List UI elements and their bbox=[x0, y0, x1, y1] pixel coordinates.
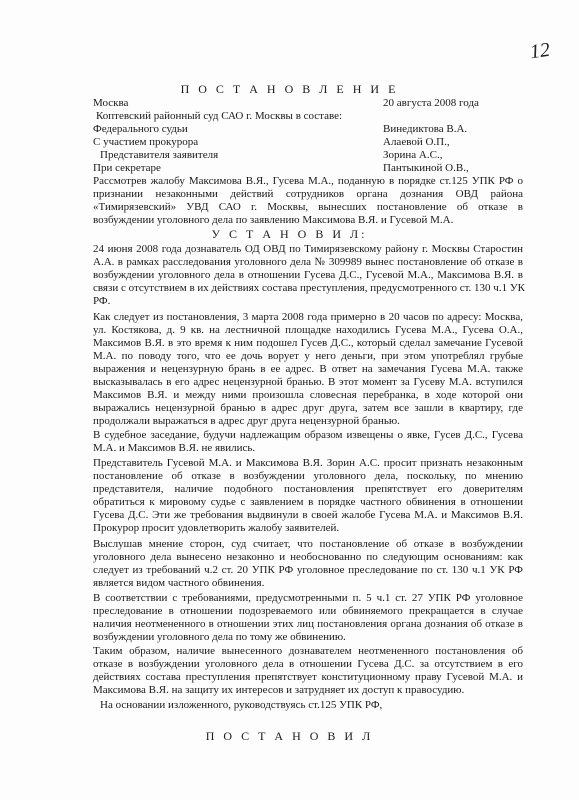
court-name: Коптевский районный суд САО г. Москвы в составе: bbox=[96, 110, 343, 122]
paragraph-line: преследование в отношении подозреваемого или обвиняемого прекращается в случае bbox=[93, 605, 523, 617]
composition-role-secretary: При секретаре bbox=[93, 162, 161, 174]
paragraph-line: 24 июня 2008 года дознаватель ОД ОВД по Тимирязевскому району г. Москвы Старостин bbox=[93, 243, 523, 255]
composition-role-representative: Представителя заявителя bbox=[100, 149, 219, 161]
paragraph-line: В судебное заседание, будучи надлежащим образом извещены о явке, Гусев Д.С., Гусева bbox=[93, 429, 523, 441]
composition-name-secretary: Пантыкиной О.В., bbox=[383, 162, 469, 174]
paragraph-line: следует из требований ч.2 ст. 20 УПК РФ уголовное преследование по ст. 130 ч.1 УК РФ bbox=[93, 564, 523, 576]
paragraph-line: Максимова В.Я. на защиту их интересов и затрудняет их доступ к правосудию. bbox=[93, 684, 465, 696]
paragraph-line: отказе в возбуждении уголовного дела в отношении Гусева Д.С. за отсутствием в его bbox=[93, 658, 523, 670]
paragraph-line: действиях состава преступления препятствует конституционному праву Гусевой М.А. и bbox=[93, 671, 523, 683]
paragraph-line: Прокурор просит удовлетворить жалобу заявителей. bbox=[93, 522, 340, 534]
paragraph-line: возбуждении уголовного дела по тому же обвинению. bbox=[93, 631, 346, 643]
paragraph-line: возбуждении уголовного дела в отношении Гусева Д.С., Гусевой М.А., Максимова В.Я. в bbox=[93, 269, 523, 281]
paragraph-line: постановление об отказе в возбуждении уголовного дела, поскольку, по мнению bbox=[93, 470, 523, 482]
resolved-heading: П О С Т А Н О В И Л bbox=[205, 729, 374, 743]
paragraph-line: РФ. bbox=[93, 295, 111, 307]
page-number: 12 bbox=[528, 38, 552, 64]
paragraph-line: В соответствии с требованиями, предусмотренными п. 5 ч.1 ст. 27 УПК РФ уголовное bbox=[93, 592, 523, 604]
paragraph-line: уголовного дела вынесено незаконно и необоснованно по следующим основаниям: как bbox=[93, 551, 523, 563]
intro-line: Рассмотрев жалобу Максимова В.Я., Гусева М.А., поданную в порядке ст.125 УПК РФ о bbox=[93, 175, 523, 187]
paragraph-line: А.А. в рамках расследования уголовного дела № 309989 вынес постановление об отказе в bbox=[93, 256, 523, 268]
document-title: П О С Т А Н О В Л Е Н И Е bbox=[180, 82, 399, 96]
city: Москва bbox=[93, 97, 129, 109]
paragraph-line: обратиться к мировому судье с заявлением в порядке частного обвинения в отношении bbox=[93, 496, 523, 508]
paragraph-line: На основании изложенного, руководствуясь ст.125 УПК РФ, bbox=[100, 699, 383, 711]
established-heading: У С Т А Н О В И Л: bbox=[211, 227, 368, 241]
paragraph-line: Максимов В.Я. и между ними произошла словесная перебранка, в ходе которой они bbox=[93, 389, 523, 401]
paragraph-line: наличия неотмененного в отношении этих лиц постановления органа дознания об отказе в bbox=[93, 618, 523, 630]
intro-line: признании незаконными действий сотрудников органа дознания ОВД района bbox=[93, 188, 523, 200]
composition-name-judge: Винедиктова В.А. bbox=[383, 123, 468, 135]
composition-role-judge: Федерального судьи bbox=[93, 123, 188, 135]
paragraph-line: продолжали выражаться в адрес друг друга нецензурной бранью. bbox=[93, 415, 400, 427]
paragraph-line: М.А. и Максимов В.Я. не явились. bbox=[93, 442, 256, 454]
paragraph-line: связи с отсутствием в их действиях состава преступления, предусмотренного ст. 130 ч.1 УК bbox=[93, 282, 525, 294]
paragraph-line: Выслушав мнение сторон, суд считает, что постановление об отказе в возбуждении bbox=[93, 538, 523, 550]
paragraph-line: представителя, наличие подобного постановления препятствует его доверителям bbox=[93, 483, 523, 495]
paragraph-line: выражались нецензурной бранью в адрес друг друга, затем все зашли в квартиру, где bbox=[93, 402, 523, 414]
paragraph-line: Гусева Д.С. Эти же требования выдвинули в своей жалобе Гусева М.А. и Максимов В.Я. bbox=[93, 509, 523, 521]
composition-role-prosecutor: С участием прокурора bbox=[93, 136, 199, 148]
paragraph-line: является видом частного обвинения. bbox=[93, 577, 265, 589]
paragraph-line: Как следует из постановления, 3 марта 2008 года примерно в 20 часов по адресу: Москва, bbox=[93, 311, 523, 323]
composition-name-prosecutor: Алаевой О.П., bbox=[383, 136, 450, 148]
paragraph-line: выражения и нецензурную брань в ее адрес. В ответ на замечания Гусева М.А. также bbox=[93, 363, 523, 375]
intro-line: «Тимирязевский» УВД САО г. Москвы, вынесших постановление об отказе в bbox=[93, 201, 523, 213]
paragraph-line: М.А. по поводу того, что ее дочь ворует у него деньги, при этом употреблял грубые bbox=[93, 350, 523, 362]
paragraph-line: Максимов В.Я. в это время к ним подошел Гусев Д.С., который сделал замечание Гусевой bbox=[93, 337, 523, 349]
paragraph-line: Представитель Гусевой М.А. и Максимова В.Я. Зорин А.С. просит признать незаконным bbox=[93, 457, 523, 469]
paragraph-line: высказывалась в его адрес нецензурной бранью. В этот момент за Гусеву М.А. вступился bbox=[93, 376, 523, 388]
paragraph-line: ул. Костякова, д. 9 кв. на лестничной площадке находились Гусева М.А., Гусева О.А., bbox=[93, 324, 523, 336]
date: 20 августа 2008 года bbox=[383, 97, 479, 109]
composition-name-representative: Зорина А.С., bbox=[383, 149, 443, 161]
intro-line: возбуждении уголовного дела по заявлению Максимова В.Я. и Гусевой М.А. bbox=[93, 214, 454, 226]
paragraph-line: Таким образом, наличие вынесенного дознавателем неотмененного постановления об bbox=[93, 645, 523, 657]
